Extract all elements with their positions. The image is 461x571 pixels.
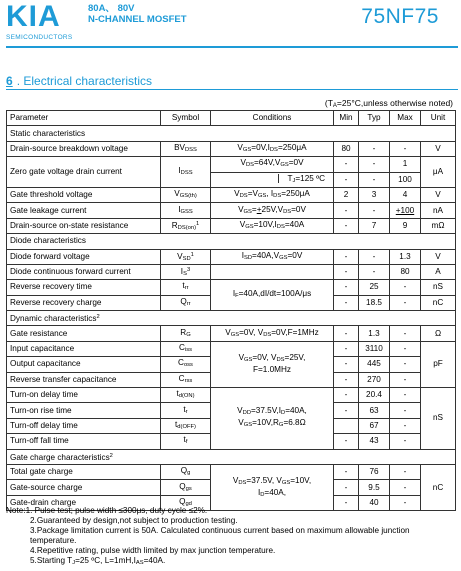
table-row <box>7 249 456 264</box>
conditions-cell: $V_{GS}=0V,I_{DS}=250\mu A$ <box>211 141 334 156</box>
column-header: Conditions <box>211 111 334 126</box>
min-cell: - <box>334 203 359 218</box>
max-cell: - <box>390 480 421 495</box>
column-header: Typ <box>359 111 390 126</box>
max-cell: - <box>390 464 421 479</box>
min-cell: - <box>334 372 359 387</box>
symbol-cell: $t_{d(ON)}$ <box>161 388 211 403</box>
typ-cell: 3 <box>359 187 390 202</box>
unit-cell: V <box>421 141 456 156</box>
footnote-4: 4.Repetitive rating, pulse width limited by max junction temperature. <box>30 546 276 555</box>
symbol-cell: $t_{rr}$ <box>161 280 211 295</box>
symbol-cell: $I_S^3$ <box>161 264 211 279</box>
max-cell: - <box>390 295 421 310</box>
symbol-cell: $Q_{gd}$ <box>161 495 211 510</box>
conditions-cell <box>211 264 334 279</box>
min-cell: - <box>334 357 359 372</box>
typ-cell: 20.4 <box>359 388 390 403</box>
symbol-cell: $C_{oss}$ <box>161 357 211 372</box>
typ-cell: - <box>359 203 390 218</box>
column-header: Unit <box>421 111 456 126</box>
conditions-cell: $V_{GS}=+25V,V_{DS}=0V$ <box>211 203 334 218</box>
table-row <box>7 141 456 156</box>
column-header: Max <box>390 111 421 126</box>
typ-cell: - <box>359 264 390 279</box>
param-cell: Drain-source breakdown voltage <box>7 141 161 156</box>
conditions-cell: $V_{DS}=37.5V$, $V_{GS}=10V$, $I_D=40A$, <box>211 464 334 510</box>
group-title: Gate charge characteristics$^2$ <box>7 449 456 464</box>
min-cell: 80 <box>334 141 359 156</box>
max-cell: - <box>390 280 421 295</box>
min-cell: - <box>334 464 359 479</box>
table-row <box>7 187 456 202</box>
typ-cell: 7 <box>359 218 390 233</box>
max-cell: - <box>390 141 421 156</box>
group-row <box>7 126 456 141</box>
min-cell: - <box>334 172 359 187</box>
min-cell: - <box>334 264 359 279</box>
symbol-cell: $Q_g$ <box>161 464 211 479</box>
param-cell: Gate resistance <box>7 326 161 341</box>
max-cell: - <box>390 388 421 403</box>
max-cell: +100 <box>390 203 421 218</box>
unit-cell: nC <box>421 464 456 510</box>
electrical-characteristics-table <box>6 110 456 511</box>
max-cell: - <box>390 357 421 372</box>
max-cell: - <box>390 341 421 356</box>
param-cell: Gate leakage current <box>7 203 161 218</box>
footnotes <box>6 506 456 568</box>
typ-cell: 25 <box>359 280 390 295</box>
unit-cell: Ω <box>421 326 456 341</box>
param-cell: Reverse recovery charge <box>7 295 161 310</box>
unit-cell: nS <box>421 280 456 295</box>
typ-cell: - <box>359 157 390 172</box>
table-row <box>7 157 456 172</box>
min-cell: - <box>334 388 359 403</box>
column-header: Symbol <box>161 111 211 126</box>
min-cell: - <box>334 480 359 495</box>
company-logo-subtitle: SEMICONDUCTORS <box>6 34 73 41</box>
company-logo: KIA <box>6 0 61 33</box>
param-cell: Output capacitance <box>7 357 161 372</box>
typ-cell: 63 <box>359 403 390 418</box>
max-cell: - <box>390 372 421 387</box>
conditions-cell: $V_{GS}=0V$, $V_{DS}=0V,F=1MHz$ <box>211 326 334 341</box>
document-header <box>0 0 461 46</box>
symbol-cell: $I_{GSS}$ <box>161 203 211 218</box>
typ-cell: 270 <box>359 372 390 387</box>
typ-cell: 43 <box>359 434 390 449</box>
min-cell: - <box>334 341 359 356</box>
typ-cell: 1.3 <box>359 326 390 341</box>
column-header: Min <box>334 111 359 126</box>
max-cell: - <box>390 434 421 449</box>
unit-cell: mΩ <box>421 218 456 233</box>
group-row <box>7 311 456 326</box>
conditions-cell: $I_{SD}=40A,V_{GS}=0V$ <box>211 249 334 264</box>
column-header: Parameter <box>7 111 161 126</box>
max-cell: 1 <box>390 157 421 172</box>
section-title: Electrical characteristics <box>23 74 153 88</box>
conditions-cell: $V_{DD}=37.5V,I_D=40A$, $V_{GS}=10V,R_G=6.8\Omega$ <box>211 388 334 450</box>
unit-cell: A <box>421 264 456 279</box>
param-cell: Diode forward voltage <box>7 249 161 264</box>
min-cell: - <box>334 157 359 172</box>
typ-cell: - <box>359 141 390 156</box>
param-cell: Turn-off fall time <box>7 434 161 449</box>
section-number: 6 <box>6 74 13 88</box>
conditions-cell: $T_J=125$ ºC <box>211 172 334 187</box>
max-cell: 4 <box>390 187 421 202</box>
param-cell: Drain-source on-state resistance <box>7 218 161 233</box>
rating-line: 80A、 80V <box>88 3 135 14</box>
conditions-cell: $V_{DS}=64V,V_{GS}=0V$ <box>211 157 334 172</box>
param-cell: Turn-off delay time <box>7 418 161 433</box>
table-row <box>7 326 456 341</box>
device-type-line: N-CHANNEL MOSFET <box>88 14 187 25</box>
conditions-cell: $V_{DS}=V_{GS}$, $I_{DS}=250\mu A$ <box>211 187 334 202</box>
typ-cell: 76 <box>359 464 390 479</box>
max-cell: - <box>390 403 421 418</box>
section-heading: 6 . Electrical characteristics <box>6 74 153 88</box>
symbol-cell: $C_{iss}$ <box>161 341 211 356</box>
part-number: 75NF75 <box>361 5 439 28</box>
min-cell: - <box>334 434 359 449</box>
symbol-cell: $Q_{gs}$ <box>161 480 211 495</box>
footnote-5: 5.Starting $T_J=25$ ºC, $L=1mH,I_{AS}=40A$. <box>30 556 166 566</box>
table-header-row <box>7 111 456 126</box>
min-cell: - <box>334 295 359 310</box>
param-cell: Reverse transfer capacitance <box>7 372 161 387</box>
symbol-cell: $R_G$ <box>161 326 211 341</box>
group-title: Diode characteristics <box>7 234 456 249</box>
param-cell: Gate threshold voltage <box>7 187 161 202</box>
typ-cell: 9.5 <box>359 480 390 495</box>
typ-cell: 445 <box>359 357 390 372</box>
conditions-cell: $V_{GS}=10V,I_{DS}=40A$ <box>211 218 334 233</box>
typ-cell: - <box>359 172 390 187</box>
max-cell: - <box>390 495 421 510</box>
symbol-cell: $I_{DSS}$ <box>161 157 211 188</box>
table-row <box>7 388 456 403</box>
max-cell: 80 <box>390 264 421 279</box>
param-cell: Reverse recovery time <box>7 280 161 295</box>
header-divider <box>6 46 458 48</box>
param-cell: Zero gate voltage drain current <box>7 157 161 188</box>
max-cell: - <box>390 418 421 433</box>
symbol-cell: $C_{rss}$ <box>161 372 211 387</box>
footnote-3: 3.Package limitation current is 50A. Calculated continuous current based on maximum allowable junction temperature. <box>30 526 410 545</box>
min-cell: - <box>334 218 359 233</box>
symbol-cell: $t_{d(OFF)}$ <box>161 418 211 433</box>
symbol-cell: $t_r$ <box>161 403 211 418</box>
table-row <box>7 264 456 279</box>
min-cell: - <box>334 403 359 418</box>
unit-cell: μA <box>421 157 456 188</box>
group-row <box>7 234 456 249</box>
symbol-cell: $V_{SD}^1$ <box>161 249 211 264</box>
table-row <box>7 218 456 233</box>
max-cell: 9 <box>390 218 421 233</box>
min-cell: - <box>334 249 359 264</box>
symbol-cell: $R_{DS(on)}^1$ <box>161 218 211 233</box>
unit-cell: nS <box>421 388 456 450</box>
typ-cell: 40 <box>359 495 390 510</box>
param-cell: Gate-drain charge <box>7 495 161 510</box>
param-cell: Diode continuous forward current <box>7 264 161 279</box>
group-row <box>7 449 456 464</box>
table-row <box>7 464 456 479</box>
unit-cell: V <box>421 187 456 202</box>
section-divider <box>6 89 458 90</box>
typ-cell: 18.5 <box>359 295 390 310</box>
typ-cell: - <box>359 249 390 264</box>
conditions-cell: $V_{GS}=0V$, $V_{DS}=25V$, F=1.0MHz <box>211 341 334 387</box>
unit-cell: nA <box>421 203 456 218</box>
table-row <box>7 341 456 356</box>
typ-cell: 3110 <box>359 341 390 356</box>
unit-cell: V <box>421 249 456 264</box>
min-cell: 2 <box>334 187 359 202</box>
max-cell: - <box>390 326 421 341</box>
symbol-cell: $V_{GS(th)}$ <box>161 187 211 202</box>
param-cell: Total gate charge <box>7 464 161 479</box>
group-title: Static characteristics <box>7 126 456 141</box>
unit-cell: nC <box>421 295 456 310</box>
param-cell: Turn-on rise time <box>7 403 161 418</box>
max-cell: 1.3 <box>390 249 421 264</box>
symbol-cell: $BV_{DSS}$ <box>161 141 211 156</box>
min-cell: - <box>334 495 359 510</box>
test-conditions-note: ($T_A=25^\circ C,unless$ otherwise noted) <box>324 98 453 109</box>
footnote-2: 2.Guaranteed by design,not subject to production testing. <box>30 516 238 525</box>
typ-cell: 67 <box>359 418 390 433</box>
group-title: Dynamic characteristics$^2$ <box>7 311 456 326</box>
unit-cell: pF <box>421 341 456 387</box>
param-cell: Turn-on delay time <box>7 388 161 403</box>
symbol-cell: $Q_{rr}$ <box>161 295 211 310</box>
param-cell: Gate-source charge <box>7 480 161 495</box>
max-cell: 100 <box>390 172 421 187</box>
table-row <box>7 203 456 218</box>
symbol-cell: $t_f$ <box>161 434 211 449</box>
conditions-cell: $I_F=40A,dI/dt=100A/\mu s$ <box>211 280 334 311</box>
param-cell: Input capacitance <box>7 341 161 356</box>
min-cell: - <box>334 280 359 295</box>
min-cell <box>334 418 359 433</box>
table-row <box>7 280 456 295</box>
footnote-1: Note:1. Pulse test; pulse width ≤300μs, duty cycle ≤2%. <box>6 506 208 515</box>
min-cell: - <box>334 326 359 341</box>
